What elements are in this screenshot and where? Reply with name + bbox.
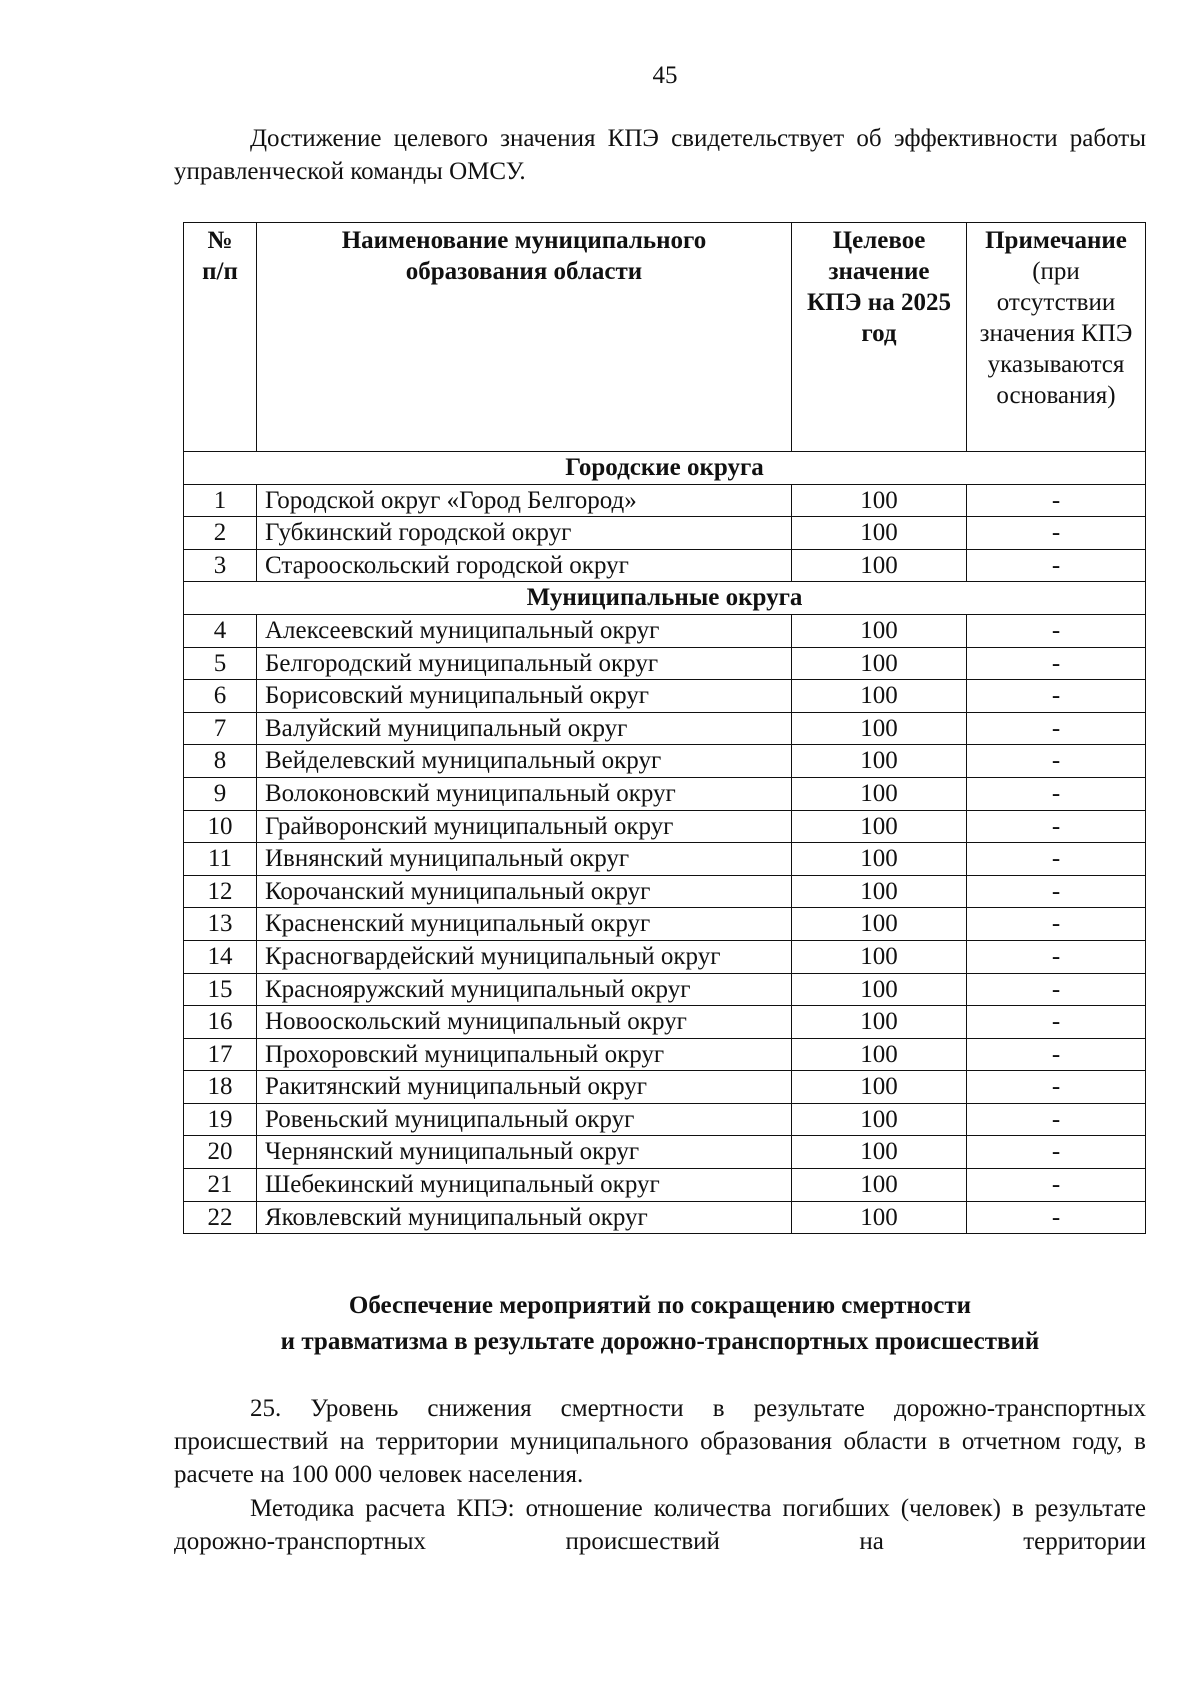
table-row xyxy=(184,680,1146,713)
table-row xyxy=(184,875,1146,908)
row-num: 5 xyxy=(184,647,257,680)
row-name: Новооскольский муниципальный округ xyxy=(257,1006,792,1039)
row-num: 15 xyxy=(184,973,257,1006)
table-row xyxy=(184,712,1146,745)
row-num: 22 xyxy=(184,1201,257,1234)
row-num: 7 xyxy=(184,712,257,745)
row-value: 100 xyxy=(792,973,967,1006)
row-value: 100 xyxy=(792,1071,967,1104)
header-num-line2: п/п xyxy=(202,258,238,285)
table-row xyxy=(184,549,1146,582)
row-note: - xyxy=(967,1169,1146,1202)
row-value: 100 xyxy=(792,875,967,908)
row-num: 19 xyxy=(184,1103,257,1136)
row-name: Чернянский муниципальный округ xyxy=(257,1136,792,1169)
section-heading-line2: и травматизма в результате дорожно-транспортных происшествий xyxy=(280,1328,1040,1355)
row-value: 100 xyxy=(792,810,967,843)
row-name: Вейделевский муниципальный округ xyxy=(257,745,792,778)
row-note: - xyxy=(967,1103,1146,1136)
row-name: Борисовский муниципальный округ xyxy=(257,680,792,713)
row-value: 100 xyxy=(792,647,967,680)
table-row xyxy=(184,1038,1146,1071)
header-note-rest: (при отсутствии значения КПЭ указываются основания) xyxy=(979,258,1133,409)
header-name xyxy=(257,223,792,452)
row-num: 18 xyxy=(184,1071,257,1104)
kpe-table xyxy=(183,222,1146,1234)
row-value: 100 xyxy=(792,614,967,647)
row-value: 100 xyxy=(792,777,967,810)
table-body xyxy=(184,452,1146,1234)
row-num: 16 xyxy=(184,1006,257,1039)
row-note: - xyxy=(967,712,1146,745)
row-value: 100 xyxy=(792,1103,967,1136)
row-num: 17 xyxy=(184,1038,257,1071)
table-row xyxy=(184,484,1146,517)
row-value: 100 xyxy=(792,517,967,550)
row-num: 4 xyxy=(184,614,257,647)
row-num: 2 xyxy=(184,517,257,550)
table-header-row xyxy=(184,223,1146,452)
header-note xyxy=(967,223,1146,452)
row-name: Губкинский городской округ xyxy=(257,517,792,550)
row-value: 100 xyxy=(792,484,967,517)
row-num: 3 xyxy=(184,549,257,582)
row-num: 12 xyxy=(184,875,257,908)
section-heading-line1: Обеспечение мероприятий по сокращению смертности xyxy=(348,1292,972,1319)
row-num: 11 xyxy=(184,843,257,876)
row-name: Грайворонский муниципальный округ xyxy=(257,810,792,843)
row-name: Красненский муниципальный округ xyxy=(257,908,792,941)
paragraph-25 xyxy=(174,1392,1146,1491)
table-row xyxy=(184,647,1146,680)
table-row xyxy=(184,1136,1146,1169)
table-row xyxy=(184,1201,1146,1234)
row-name: Волоконовский муниципальный округ xyxy=(257,777,792,810)
row-note: - xyxy=(967,908,1146,941)
group-header-row xyxy=(184,452,1146,485)
row-value: 100 xyxy=(792,549,967,582)
row-name: Алексеевский муниципальный округ xyxy=(257,614,792,647)
row-num: 8 xyxy=(184,745,257,778)
paragraph-25-text: 25. Уровень снижения смертности в результате дорожно-транспортных происшествий на территории муниципального образования области в отчетном году, в расчете на 100 000 человек населения. xyxy=(174,1395,1146,1488)
table-row xyxy=(184,843,1146,876)
row-value: 100 xyxy=(792,1006,967,1039)
row-note: - xyxy=(967,614,1146,647)
row-name: Ровеньский муниципальный округ xyxy=(257,1103,792,1136)
table-row xyxy=(184,1169,1146,1202)
row-name: Корочанский муниципальный округ xyxy=(257,875,792,908)
table-row xyxy=(184,1006,1146,1039)
table-row xyxy=(184,614,1146,647)
intro-text: Достижение целевого значения КПЭ свидетельствует об эффективности работы управленческой команды ОМСУ. xyxy=(174,125,1146,185)
header-num xyxy=(184,223,257,452)
row-num: 21 xyxy=(184,1169,257,1202)
header-target-text: Целевое значение КПЭ на 2025 год xyxy=(807,227,951,347)
row-value: 100 xyxy=(792,712,967,745)
row-note: - xyxy=(967,777,1146,810)
row-num: 10 xyxy=(184,810,257,843)
row-value: 100 xyxy=(792,843,967,876)
table-row xyxy=(184,973,1146,1006)
row-note: - xyxy=(967,680,1146,713)
row-note: - xyxy=(967,745,1146,778)
row-value: 100 xyxy=(792,1038,967,1071)
page-number: 45 xyxy=(652,62,678,89)
row-num: 6 xyxy=(184,680,257,713)
row-name: Валуйский муниципальный округ xyxy=(257,712,792,745)
section-heading xyxy=(174,1288,1146,1360)
row-name: Прохоровский муниципальный округ xyxy=(257,1038,792,1071)
table-row xyxy=(184,1103,1146,1136)
table-row xyxy=(184,517,1146,550)
row-note: - xyxy=(967,1071,1146,1104)
row-num: 1 xyxy=(184,484,257,517)
group-title: Городские округа xyxy=(184,452,1146,485)
row-note: - xyxy=(967,647,1146,680)
row-note: - xyxy=(967,549,1146,582)
row-num: 14 xyxy=(184,940,257,973)
table-row xyxy=(184,745,1146,778)
row-name: Ракитянский муниципальный округ xyxy=(257,1071,792,1104)
header-num-line1: № xyxy=(207,227,233,254)
header-target xyxy=(792,223,967,452)
row-value: 100 xyxy=(792,1169,967,1202)
row-value: 100 xyxy=(792,1136,967,1169)
row-value: 100 xyxy=(792,908,967,941)
paragraph-method-text: Методика расчета КПЭ: отношение количества погибших (человек) в результате дорожно-транспортных происшествий на территории xyxy=(174,1495,1146,1555)
row-name: Белгородский муниципальный округ xyxy=(257,647,792,680)
row-name: Краснояружский муниципальный округ xyxy=(257,973,792,1006)
table-row xyxy=(184,908,1146,941)
row-note: - xyxy=(967,1006,1146,1039)
row-num: 9 xyxy=(184,777,257,810)
row-num: 13 xyxy=(184,908,257,941)
group-header-row xyxy=(184,582,1146,615)
row-name: Городской округ «Город Белгород» xyxy=(257,484,792,517)
row-value: 100 xyxy=(792,940,967,973)
row-note: - xyxy=(967,517,1146,550)
row-num: 20 xyxy=(184,1136,257,1169)
row-note: - xyxy=(967,484,1146,517)
row-name: Ивнянский муниципальный округ xyxy=(257,843,792,876)
row-note: - xyxy=(967,940,1146,973)
paragraph-method xyxy=(174,1492,1146,1558)
table-row xyxy=(184,777,1146,810)
row-name: Старооскольский городской округ xyxy=(257,549,792,582)
table-row xyxy=(184,940,1146,973)
table-row xyxy=(184,810,1146,843)
row-value: 100 xyxy=(792,745,967,778)
group-title: Муниципальные округа xyxy=(184,582,1146,615)
row-note: - xyxy=(967,843,1146,876)
row-note: - xyxy=(967,810,1146,843)
table-row xyxy=(184,1071,1146,1104)
row-note: - xyxy=(967,973,1146,1006)
row-note: - xyxy=(967,1038,1146,1071)
row-value: 100 xyxy=(792,680,967,713)
row-note: - xyxy=(967,1136,1146,1169)
header-name-text: Наименование муниципального образования области xyxy=(341,227,707,285)
header-note-bold: Примечание xyxy=(985,227,1127,254)
row-name: Красногвардейский муниципальный округ xyxy=(257,940,792,973)
row-name: Яковлевский муниципальный округ xyxy=(257,1201,792,1234)
row-note: - xyxy=(967,1201,1146,1234)
intro-paragraph xyxy=(174,122,1146,188)
row-note: - xyxy=(967,875,1146,908)
row-value: 100 xyxy=(792,1201,967,1234)
row-name: Шебекинский муниципальный округ xyxy=(257,1169,792,1202)
